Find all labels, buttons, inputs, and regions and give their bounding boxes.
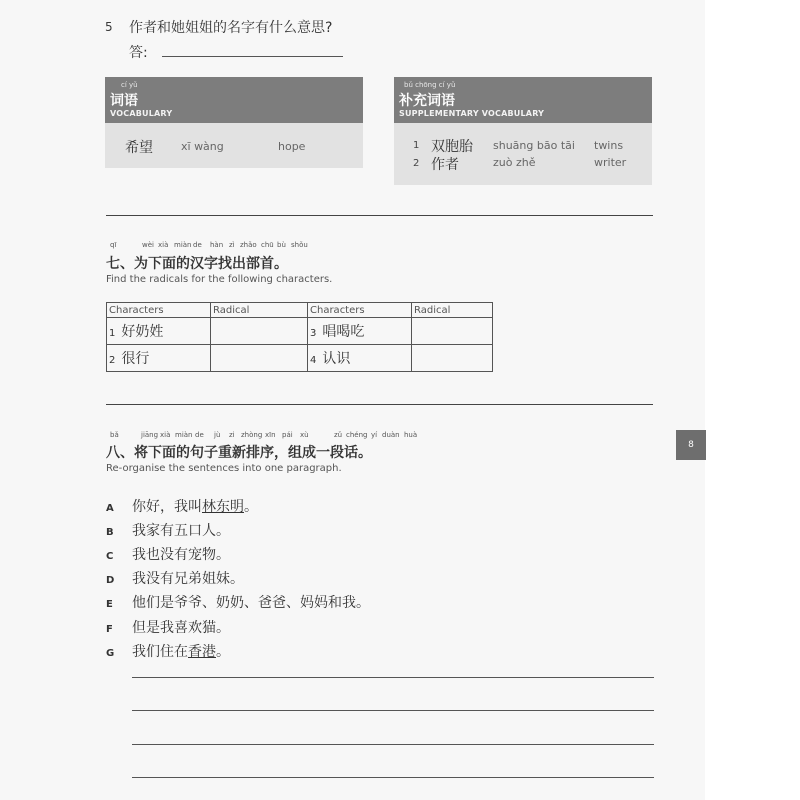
supp-item-word: 双胞胎 (431, 139, 473, 155)
header-radical: Radical (412, 303, 493, 318)
vocabulary-title: 词语 (110, 93, 138, 109)
section8-pinyin: bǎ jiāng xià miàn de jù zi zhòng xīn pái xù zǔ chéng yí duàn huà (110, 431, 418, 439)
radical-answer-cell[interactable] (412, 345, 493, 372)
table-header-row (107, 303, 493, 318)
vocabulary-header (105, 77, 363, 123)
sentence-item: D 我没有兄弟姐妹。 (106, 571, 244, 587)
question-text: 作者和她姐姐的名字有什么意思? (129, 20, 333, 36)
characters-cell: 2 很行 (107, 345, 211, 372)
radical-answer-cell[interactable] (211, 318, 308, 345)
supp-item-number: 1 (413, 140, 420, 151)
section7-title: 七、为下面的汉字找出部首。 (106, 256, 288, 272)
header-characters: Characters (308, 303, 412, 318)
section8-title: 八、将下面的句子重新排序，组成一段话。 (106, 445, 372, 461)
supp-item-pinyin: shuāng bāo tāi (493, 139, 575, 152)
header-radical: Radical (211, 303, 308, 318)
supp-item-pinyin: zuò zhě (493, 156, 536, 169)
supp-item-meaning: twins (594, 139, 624, 152)
answer-line[interactable] (162, 56, 343, 57)
vocab-meaning: hope (278, 140, 306, 153)
vocabulary-subtitle: VOCABULARY (110, 109, 173, 118)
page-tab: 8 (676, 430, 706, 460)
section7-instruction: Find the radicals for the following characters. (106, 274, 333, 285)
supp-item-meaning: writer (594, 156, 627, 169)
sentence-item: E 他们是爷爷、奶奶、爸爸、妈妈和我。 (106, 595, 370, 611)
paragraph-answer-line[interactable] (132, 744, 654, 745)
sentence-item: C 我也没有宠物。 (106, 547, 230, 563)
sentence-item: F 但是我喜欢猫。 (106, 620, 230, 636)
characters-cell: 1 好奶姓 (107, 318, 211, 345)
supp-item-number: 2 (413, 158, 420, 169)
section8-instruction: Re-organise the sentences into one paragraph. (106, 463, 342, 474)
table-row (107, 318, 493, 345)
radicals-table (106, 302, 493, 372)
radical-answer-cell[interactable] (412, 318, 493, 345)
radical-answer-cell[interactable] (211, 345, 308, 372)
supplementary-subtitle: SUPPLEMENTARY VOCABULARY (399, 109, 545, 118)
supp-item-word: 作者 (431, 157, 459, 173)
section-divider (106, 215, 653, 216)
header-characters: Characters (107, 303, 211, 318)
vocab-word: 希望 (125, 140, 153, 156)
question-number: 5 (105, 20, 113, 34)
vocabulary-box (105, 77, 363, 168)
paragraph-answer-line[interactable] (132, 777, 654, 778)
section7-pinyin: qī wèi xià miàn de hàn zì zhǎo chū bù shǒu (110, 241, 308, 249)
supplementary-header (394, 77, 652, 123)
answer-label: 答: (129, 45, 148, 61)
vocab-pinyin: xī wàng (181, 140, 224, 153)
section-divider (106, 404, 653, 405)
characters-cell: 4 认识 (308, 345, 412, 372)
sentence-item: G 我们住在香港。 (106, 644, 230, 660)
paragraph-answer-line[interactable] (132, 677, 654, 678)
supplementary-title: 补充词语 (399, 93, 455, 109)
sentence-item: A 你好，我叫林东明。 (106, 499, 258, 515)
supplementary-vocabulary-box (394, 77, 652, 185)
supplementary-pinyin: bǔ chōng cí yǔ (404, 81, 456, 89)
sentence-item: B 我家有五口人。 (106, 523, 230, 539)
characters-cell: 3 唱喝吃 (308, 318, 412, 345)
paragraph-answer-line[interactable] (132, 710, 654, 711)
vocabulary-pinyin: cí yǔ (121, 81, 138, 89)
table-row (107, 345, 493, 372)
